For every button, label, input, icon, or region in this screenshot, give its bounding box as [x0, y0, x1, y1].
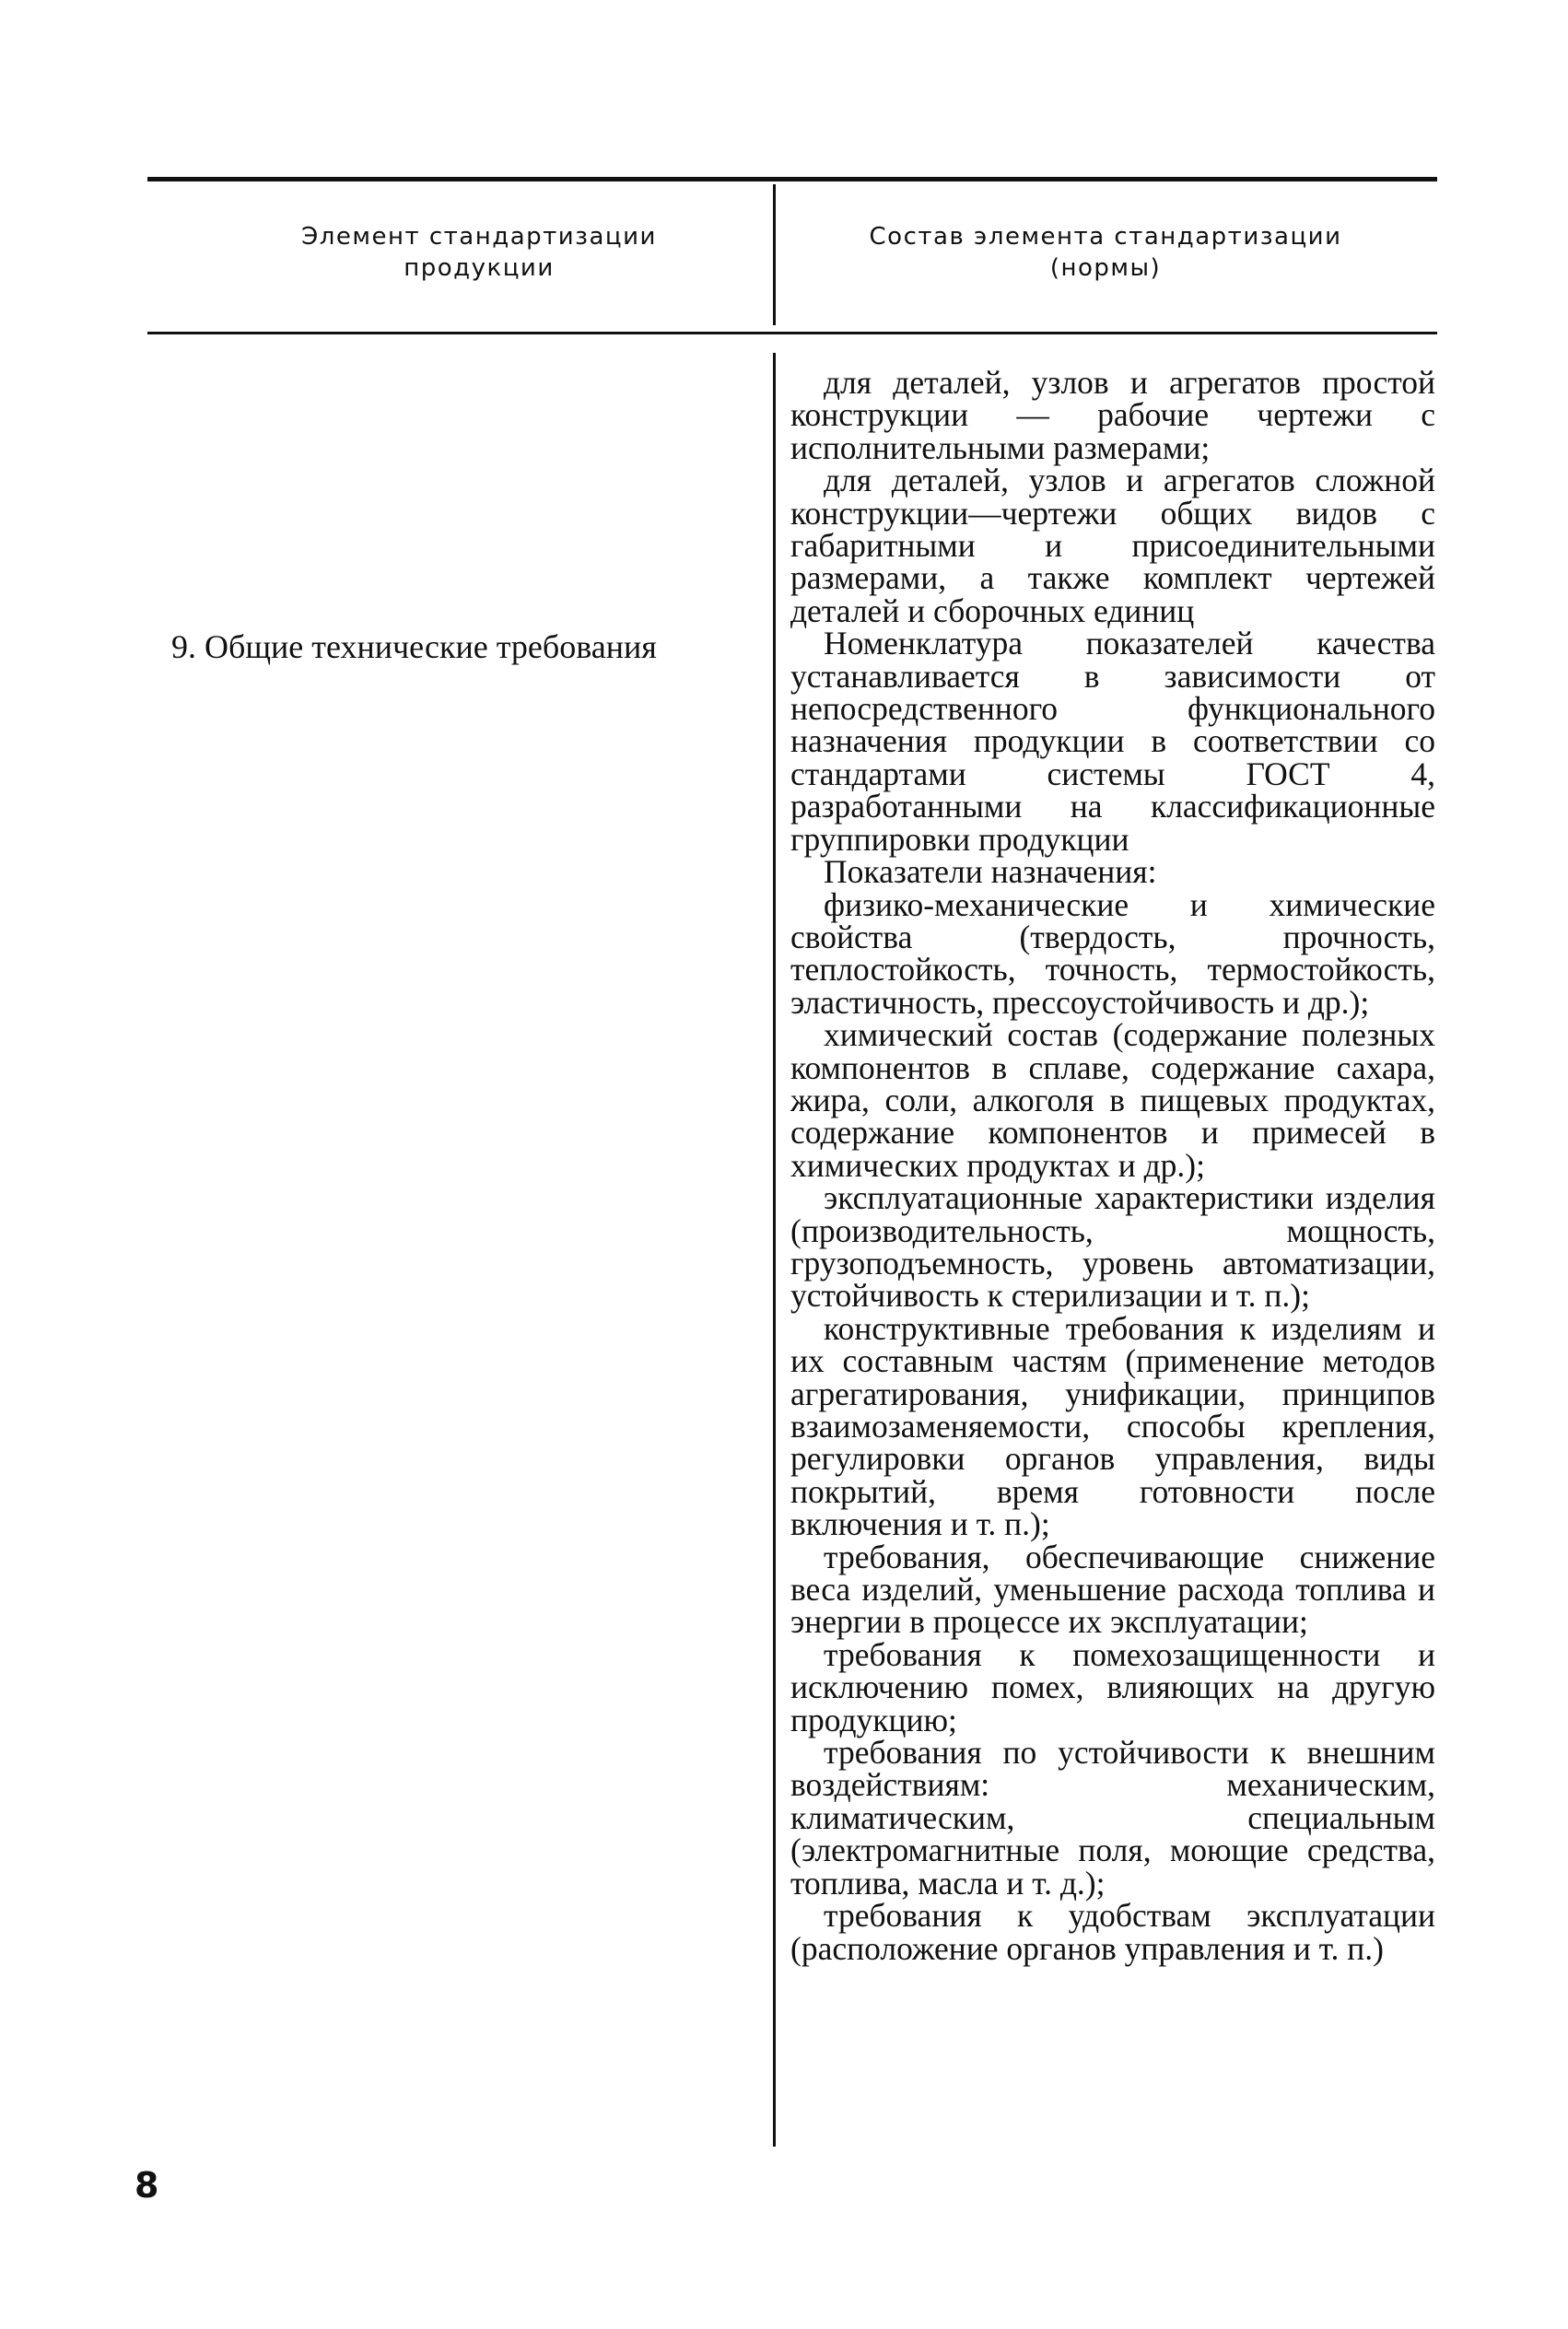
header-column-divider	[773, 184, 776, 325]
norms-paragraph: химический состав (содержание полезных компонентов в сплаве, содержание сахара, жира, соли, алкоголя в пищевых продуктах, содержание компонентов и примесей в химических продуктах и др.);	[790, 1016, 1435, 1184]
column-header-norms: Состав элемента стандартизации (нормы)	[869, 223, 1342, 282]
table-top-rule	[147, 177, 1437, 181]
norms-paragraph: физико-механические и химические свойства (твердость, прочность, теплостойкость, точность, термостойкость, эластичность, прессоустойчивость и др.);	[790, 885, 1435, 1021]
norms-paragraph: требования к удобствам эксплуатации (расположение органов управления и т. п.)	[790, 1897, 1435, 1967]
row-element-title: 9. Общие технические требования	[171, 628, 657, 665]
norms-paragraph: Показатели назначения:	[824, 853, 1157, 891]
column-header-element: Элемент стандартизации продукции	[301, 223, 657, 282]
norms-paragraph: Номенклатура показателей качества устанавливается в зависимости от непосредственного функционального назначения продукции в соответствии со стандартами системы ГОСТ 4, разработанными на классификационные группировки продукции	[790, 625, 1435, 858]
norms-paragraph: для деталей, узлов и агрегатов простой конструкции — рабочие чертежи с исполнительными размерами;	[790, 364, 1435, 466]
norms-paragraph: требования по устойчивости к внешним воздействиям: механическим, климатическим, специальным (электромагнитные поля, моющие средства, топлива, масла и т. д.);	[790, 1734, 1435, 1902]
header-bottom-rule	[147, 332, 1437, 334]
body-column-divider	[773, 353, 776, 2147]
row-norms-text	[790, 364, 1435, 1967]
norms-paragraph: конструктивные требования к изделиям и их составным частям (применение методов агрегатирования, унификации, принципов взаимозаменяемости, способы крепления, регулировки органов управления, виды покрытий, время готовности после включения и т. п.);	[790, 1309, 1435, 1543]
page-number: 8	[135, 2165, 159, 2206]
norms-paragraph: для деталей, узлов и агрегатов сложной конструкции—чертежи общих видов с габаритными и присоединительными размерами, а также комплект чертежей деталей и сборочных единиц	[790, 462, 1435, 629]
norms-paragraph: требования к помехозащищенности и исключению помех, влияющих на другую продукцию;	[790, 1635, 1435, 1738]
norms-paragraph: требования, обеспечивающие снижение веса изделий, уменьшение расхода топлива и энергии в процессе их эксплуатации;	[790, 1538, 1435, 1641]
norms-paragraph: эксплуатационные характеристики изделия (производительность, мощность, грузоподъемность, уровень автоматизации, устойчивость к стерилизации и т. п.);	[790, 1179, 1435, 1315]
